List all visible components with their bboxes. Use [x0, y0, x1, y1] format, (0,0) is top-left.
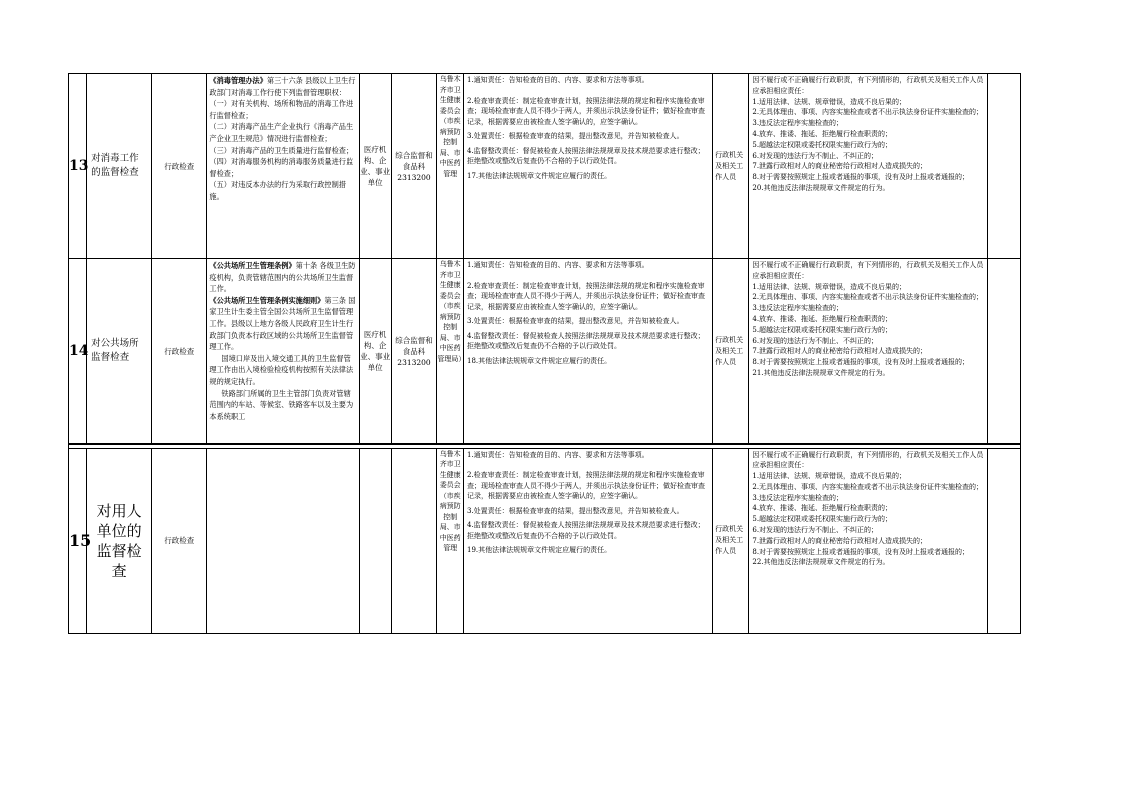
accountability-item: 7.泄露行政相对人的商业秘密给行政相对人造成损失的；: [752, 536, 928, 545]
accountability-item: 3.违反法定程序实施检查的；: [752, 119, 844, 128]
responsible-personnel: 行政机关及相关工作人员: [713, 259, 749, 445]
accountability-item: 7.泄露行政相对人的商业秘密给行政相对人造成损失的；: [752, 162, 928, 171]
responsibility-item: 4.监督整改责任：督促被检查人按照法律法规规章及技术规范要求进行整改；拒绝整改或整改后复查仍不合格的予以行政处罚。: [467, 521, 705, 540]
responsible-personnel: 行政机关及相关工作人员: [713, 74, 749, 259]
basis-text: 第十条 各级卫生防疫机构，负责管辖范围内的公共场所卫生监督工作。: [209, 261, 356, 294]
basis-text: 第三条 国家卫生计生委主管全国公共场所卫生监督管理工作。县级以上地方各级人民政府卫生计生行政部门负责本行政区域的公共场所卫生监督管理工作。: [209, 295, 356, 352]
accountability-item: 因不履行或不正确履行行政职责，有下列情形的，行政机关及相关工作人员应承担相应责任：: [752, 76, 984, 95]
responsibility-item: 3.处置责任：根据检查审查的结果，提出整改意见，并告知被检查人。: [467, 506, 684, 515]
basis-paragraph: [209, 295, 356, 353]
law-title: 《公共场所卫生管理条例实施细则》: [209, 295, 325, 305]
remarks-cell: [987, 448, 1020, 633]
responsibility-item: 2.检查审查责任：制定检查审查计划，按照法律法规的规定和程序实施检查审查；现场检查审查人员不得少于两人，并须出示执法身份证件；做好检查审查记录，根据需要应由被检查人签字确认的，应签字确认。: [467, 471, 705, 500]
basis-paragraph: [209, 75, 356, 98]
accountability-item: 6.对发现的违法行为不制止、不纠正的；: [752, 336, 879, 345]
legal-basis: [207, 74, 359, 259]
responsibility-item: 2.检查审查责任：制定检查审查计划，按照法律法规的规定和程序实施检查审查；现场检查审查人员不得少于两人，并须出示执法身份证件；做好检查审查记录，根据需要应由被检查人签字确认的，应签字确认。: [467, 96, 705, 126]
accountability-list: [749, 259, 988, 445]
accountability-item: 2.无具体理由、事项、内容实施检查或者不出示执法身份证件实施检查的；: [752, 108, 984, 117]
accountability-item: 3.违反法定程序实施检查的；: [752, 493, 844, 502]
basis-paragraph: [209, 179, 356, 202]
legal-basis: [207, 448, 359, 633]
basis-paragraph: [209, 388, 356, 423]
accountability-item: 21.其他违反法律法规规章文件规定的行为。: [752, 368, 890, 377]
law-title: 《消毒管理办法》: [209, 76, 267, 85]
row-index: 13: [69, 74, 87, 259]
implementing-agency: 乌鲁木齐市卫生健康委员会（市疾病预防控制局、市中医药管理: [437, 448, 464, 633]
item-type: 行政检查: [152, 448, 207, 633]
basis-paragraph: [209, 353, 356, 388]
item-name: 对公共场所监督检查: [87, 259, 152, 445]
responsibility-item: 3.处置责任：根据检查审查的结果，提出整改意见，并告知被检查人。: [467, 132, 684, 140]
responsibility-item: 4.监督整改责任：督促被检查人按照法律法规规章及技术规范要求进行整改；拒绝整改或整改后复查仍不合格的予以行政处罚。: [467, 146, 705, 165]
accountability-item: 因不履行或不正确履行行政职责，有下列情形的，行政机关及相关工作人员应承担相应责任：: [752, 261, 984, 280]
basis-text: 铁路部门所属的卫生主管部门负责对管辖范围内的车站、等候室、铁路客车以及主要为本系统职工: [209, 388, 354, 421]
target-subject: 医疗机构、企业、事业单位: [359, 74, 391, 259]
power-list-table: [68, 73, 1021, 634]
accountability-item: 4.放弃、推诿、拖延、拒绝履行检查职责的；: [752, 504, 893, 513]
basis-paragraph: [209, 121, 356, 144]
responsibility-item: 3.处置责任：根据检查审查的结果，提出整改意见，并告知被检查人。: [467, 317, 684, 325]
item-type: 行政检查: [152, 259, 207, 445]
responsibility-item: 4.监督整改责任：督促被检查人按照法律法规规章及技术规范要求进行整改；拒绝整改或整改后复查仍不合格的予以行政处罚。: [467, 331, 705, 350]
responsibility-list: [464, 74, 713, 259]
responsibility-item: 1.通知责任：告知检查的目的、内容、要求和方法等事项。: [467, 76, 649, 84]
accountability-item: 8.对于需要按照规定上报或者通报的事项，没有及时上报或者通报的；: [752, 358, 970, 367]
basis-text: （四）对消毒服务机构的消毒服务质量进行监督检查；: [209, 157, 354, 178]
accountability-item: 8.对于需要按照规定上报或者通报的事项，没有及时上报或者通报的；: [752, 547, 970, 556]
implementing-agency: 乌鲁木齐市卫生健康委员会（市疾病预防控制局、市中医药管理局）: [437, 259, 464, 445]
responsibility-list: [464, 259, 713, 445]
basis-paragraph: [209, 145, 356, 157]
basis-paragraph: [209, 156, 356, 179]
responsibility-item: 17.其他法律法规规章文件规定应履行的责任。: [467, 171, 612, 180]
responsibility-item: 18.其他法律法规规章文件规定应履行的责任。: [467, 356, 612, 365]
responsibility-item: 19.其他法律法规规章文件规定应履行的责任。: [467, 546, 612, 554]
table-row: [69, 448, 1021, 633]
responsibility-item: 1.通知责任：告知检查的目的、内容、要求和方法等事项。: [467, 261, 649, 269]
responsibility-list: [464, 448, 713, 633]
row-index: 14: [69, 259, 87, 445]
remarks-cell: [987, 259, 1020, 445]
accountability-item: 5.超越法定权限或委托权限实施行政行为的；: [752, 140, 893, 149]
accountability-item: 1.适用法律、法规、规章错误，造成不良后果的；: [752, 97, 907, 106]
remarks-cell: [987, 74, 1020, 259]
responsible-department: [391, 448, 437, 633]
law-title: 《公共场所卫生管理条例》: [209, 261, 296, 270]
accountability-item: 6.对发现的违法行为不制止、不纠正的；: [752, 151, 879, 160]
accountability-item: 5.超越法定权限或委托权限实施行政行为的；: [752, 515, 893, 524]
responsible-department: 综合监督和食品科 2313200: [391, 259, 437, 445]
accountability-item: 3.违反法定程序实施检查的；: [752, 304, 844, 313]
accountability-item: 因不履行或不正确履行行政职责，有下列情形的，行政机关及相关工作人员应承担相应责任：: [752, 450, 984, 470]
basis-text: （二）对消毒产品生产企业执行《消毒产品生产企业卫生规范》情况进行监督检查；: [209, 122, 354, 143]
accountability-item: 20.其他违反法律法规规章文件规定的行为。: [752, 183, 890, 192]
responsibility-item: 1.通知责任：告知检查的目的、内容、要求和方法等事项。: [467, 450, 649, 459]
accountability-item: 1.适用法律、法规、规章错误，造成不良后果的；: [752, 472, 907, 481]
legal-basis: [207, 259, 359, 445]
accountability-item: 4.放弃、推诿、拖延、拒绝履行检查职责的；: [752, 129, 893, 138]
accountability-item: 7.泄露行政相对人的商业秘密给行政相对人造成损失的；: [752, 347, 928, 356]
accountability-item: 5.超越法定权限或委托权限实施行政行为的；: [752, 325, 893, 334]
accountability-list: [749, 448, 988, 633]
basis-text: 国境口岸及出入境交通工具的卫生监督管理工作由出入境检验检疫机构按照有关法律法规的规定执行。: [209, 353, 354, 386]
basis-text: 第三十六条 县级以上卫生行政部门对消毒工作行使下列监督管理职权：: [209, 76, 356, 97]
item-name: 对消毒工作的监督检查: [87, 74, 152, 259]
accountability-item: 2.无具体理由、事项、内容实施检查或者不出示执法身份证件实施检查的；: [752, 293, 984, 302]
item-type: 行政检查: [152, 74, 207, 259]
item-name: 对用人单位的监督检查: [87, 448, 152, 633]
responsibility-item: 2.检查审查责任：制定检查审查计划，按照法律法规的规定和程序实施检查审查；现场检查审查人员不得少于两人，并须出示执法身份证件；做好检查审查记录，根据需要应由被检查人签字确认的，应签字确认。: [467, 281, 705, 311]
basis-text: （三）对消毒产品的卫生质量进行监督检查；: [209, 145, 354, 155]
row-index: 15: [69, 448, 87, 633]
target-subject: 医疗机构、企业、事业单位: [359, 259, 391, 445]
basis-paragraph: [209, 260, 356, 295]
accountability-item: 22.其他违反法律法规规章文件规定的行为。: [752, 558, 890, 567]
accountability-item: 6.对发现的违法行为不制止、不纠正的；: [752, 526, 879, 535]
accountability-item: 2.无具体理由、事项、内容实施检查或者不出示执法身份证件实施检查的；: [752, 482, 984, 491]
table-row: [69, 74, 1021, 259]
target-subject: [359, 448, 391, 633]
table-row: [69, 259, 1021, 445]
responsible-department: 综合监督和食品科 2313200: [391, 74, 437, 259]
basis-text: （五）对违反本办法的行为采取行政控制措施。: [209, 180, 346, 201]
responsible-personnel: 行政机关及相关工作人员: [713, 448, 749, 633]
implementing-agency: 乌鲁木齐市卫生健康委员会（市疾病预防控制局、市中医药管理: [437, 74, 464, 259]
accountability-item: 8.对于需要按照规定上报或者通报的事项，没有及时上报或者通报的；: [752, 173, 970, 182]
basis-paragraph: [209, 98, 356, 121]
accountability-list: [749, 74, 988, 259]
accountability-item: 4.放弃、推诿、拖延、拒绝履行检查职责的；: [752, 314, 893, 323]
accountability-item: 1.适用法律、法规、规章错误，造成不良后果的；: [752, 282, 907, 291]
basis-text: （一）对有关机构、场所和物品的消毒工作进行监督检查；: [209, 99, 354, 120]
